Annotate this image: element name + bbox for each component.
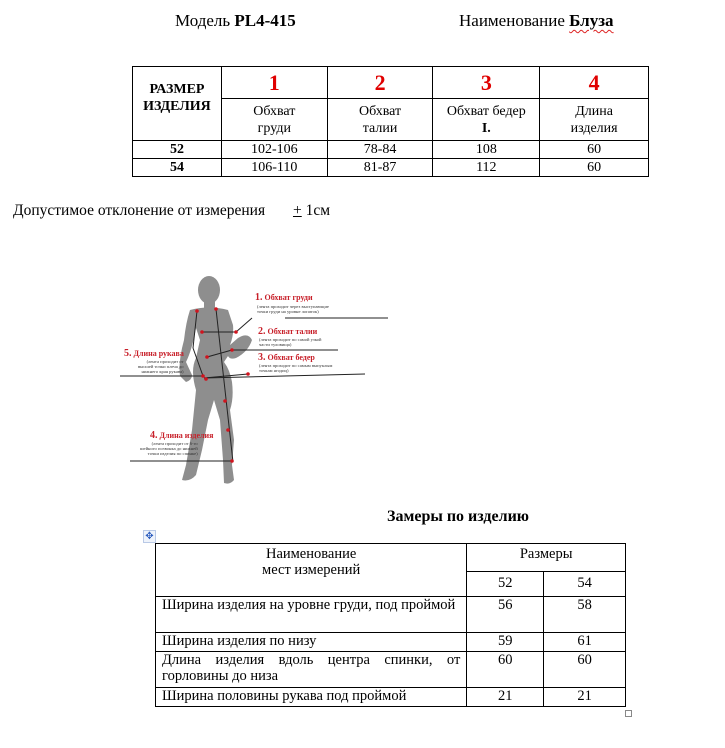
size-header-line2: ИЗДЕЛИЯ xyxy=(143,98,211,114)
value-cell: 102-106 xyxy=(221,141,327,159)
value-cell: 78-84 xyxy=(327,141,433,159)
body-silhouette xyxy=(120,270,390,490)
size-cell: 52 xyxy=(133,141,222,159)
measure-value: 58 xyxy=(544,597,626,633)
figure-label-hips: 3. Обхват бедер xyxy=(258,352,315,363)
size-column-header: 52 xyxy=(467,572,544,597)
figure-note-sleeve: (лента проходит от высшей точки плеча до нижнего края рукава) xyxy=(138,359,184,375)
size-header-cell xyxy=(133,67,222,141)
column-number: 2 xyxy=(327,67,433,99)
size-header-line1: РАЗМЕР xyxy=(149,81,205,97)
column-header xyxy=(433,99,540,141)
figure-note-chest: (лента проходит через выступающие точки груди на уровне лопаток) xyxy=(257,304,329,315)
measure-value: 60 xyxy=(467,652,544,688)
model-line xyxy=(175,11,296,31)
figure-label-sleeve: 5. Длина рукава xyxy=(124,348,184,359)
column-number: 1 xyxy=(221,67,327,99)
measure-name-header-line2: мест измерений xyxy=(262,562,361,578)
column-header-line2: талии xyxy=(362,120,398,136)
measure-name: Ширина половины рукава под проймой xyxy=(156,688,467,707)
measure-value: 56 xyxy=(467,597,544,633)
tolerance-text: Допустимое отклонение от измерения xyxy=(13,202,266,219)
size-column-header: 54 xyxy=(544,572,626,597)
column-header xyxy=(327,99,433,141)
measure-table xyxy=(155,543,626,707)
column-header xyxy=(540,99,649,141)
table-row xyxy=(156,652,626,688)
column-header-line2: груди xyxy=(257,120,291,136)
table-row xyxy=(156,597,626,633)
measurement-figure xyxy=(120,270,390,490)
measure-value: 60 xyxy=(544,652,626,688)
table-row xyxy=(133,141,649,159)
size-table xyxy=(132,66,649,177)
measure-name: Ширина изделия по низу xyxy=(156,633,467,652)
sizes-header: Размеры xyxy=(467,544,626,572)
figure-note-hips: (лента проходит по самым выпуклым точкам ягодиц) xyxy=(259,363,333,374)
table-row xyxy=(133,159,649,177)
measure-value: 21 xyxy=(544,688,626,707)
value-cell: 60 xyxy=(540,159,649,177)
value-cell: 106-110 xyxy=(221,159,327,177)
column-header xyxy=(221,99,327,141)
column-header-line1: Обхват xyxy=(359,103,402,119)
product-name-value: Блуза xyxy=(569,11,614,30)
measure-table-title: Замеры по изделию xyxy=(387,508,530,525)
tolerance-value: 1см xyxy=(305,202,331,219)
tolerance-line xyxy=(13,202,330,220)
measure-value: 59 xyxy=(467,633,544,652)
product-name-label: Наименование xyxy=(459,11,565,30)
measure-name: Длина изделия вдоль центра спинки, от горловины до низа xyxy=(156,652,467,688)
figure-label-waist: 2. Обхват талии xyxy=(258,326,318,337)
plus-minus-sign: + xyxy=(292,202,302,219)
table-row xyxy=(156,688,626,707)
measure-name-header-line1: Наименование xyxy=(265,546,357,562)
column-number: 3 xyxy=(433,67,540,99)
value-cell: 108 xyxy=(433,141,540,159)
figure-label-chest: 1. Обхват груди xyxy=(255,292,313,303)
column-header-line1: Обхват xyxy=(253,103,296,119)
table-move-handle-icon[interactable]: ✥ xyxy=(143,530,156,543)
measure-value: 61 xyxy=(544,633,626,652)
model-value: PL4-415 xyxy=(234,11,296,30)
value-cell: 60 xyxy=(540,141,649,159)
column-header-line2: I. xyxy=(481,120,491,136)
figure-note-waist: (лента проходит по самой узкой части туловища) xyxy=(259,337,322,348)
column-header-line1: Обхват бедер xyxy=(446,103,526,119)
measure-value: 21 xyxy=(467,688,544,707)
measure-name-header xyxy=(156,544,467,597)
column-header-line1: Длина xyxy=(575,103,613,119)
table-resize-handle[interactable] xyxy=(625,710,632,717)
column-header-line2: изделия xyxy=(570,120,618,136)
table-row xyxy=(156,633,626,652)
size-cell: 54 xyxy=(133,159,222,177)
column-number: 4 xyxy=(540,67,649,99)
measure-name: Ширина изделия на уровне груди, под проймой xyxy=(156,597,467,633)
value-cell: 112 xyxy=(433,159,540,177)
model-label: Модель xyxy=(175,11,231,30)
value-cell: 81-87 xyxy=(327,159,433,177)
figure-note-length: (лента проходит от 6-го шейного позвонка до нижней точки изделия по спинке) xyxy=(140,441,198,457)
product-name-line xyxy=(459,11,614,31)
figure-label-length: 4. Длина изделия xyxy=(150,430,214,441)
